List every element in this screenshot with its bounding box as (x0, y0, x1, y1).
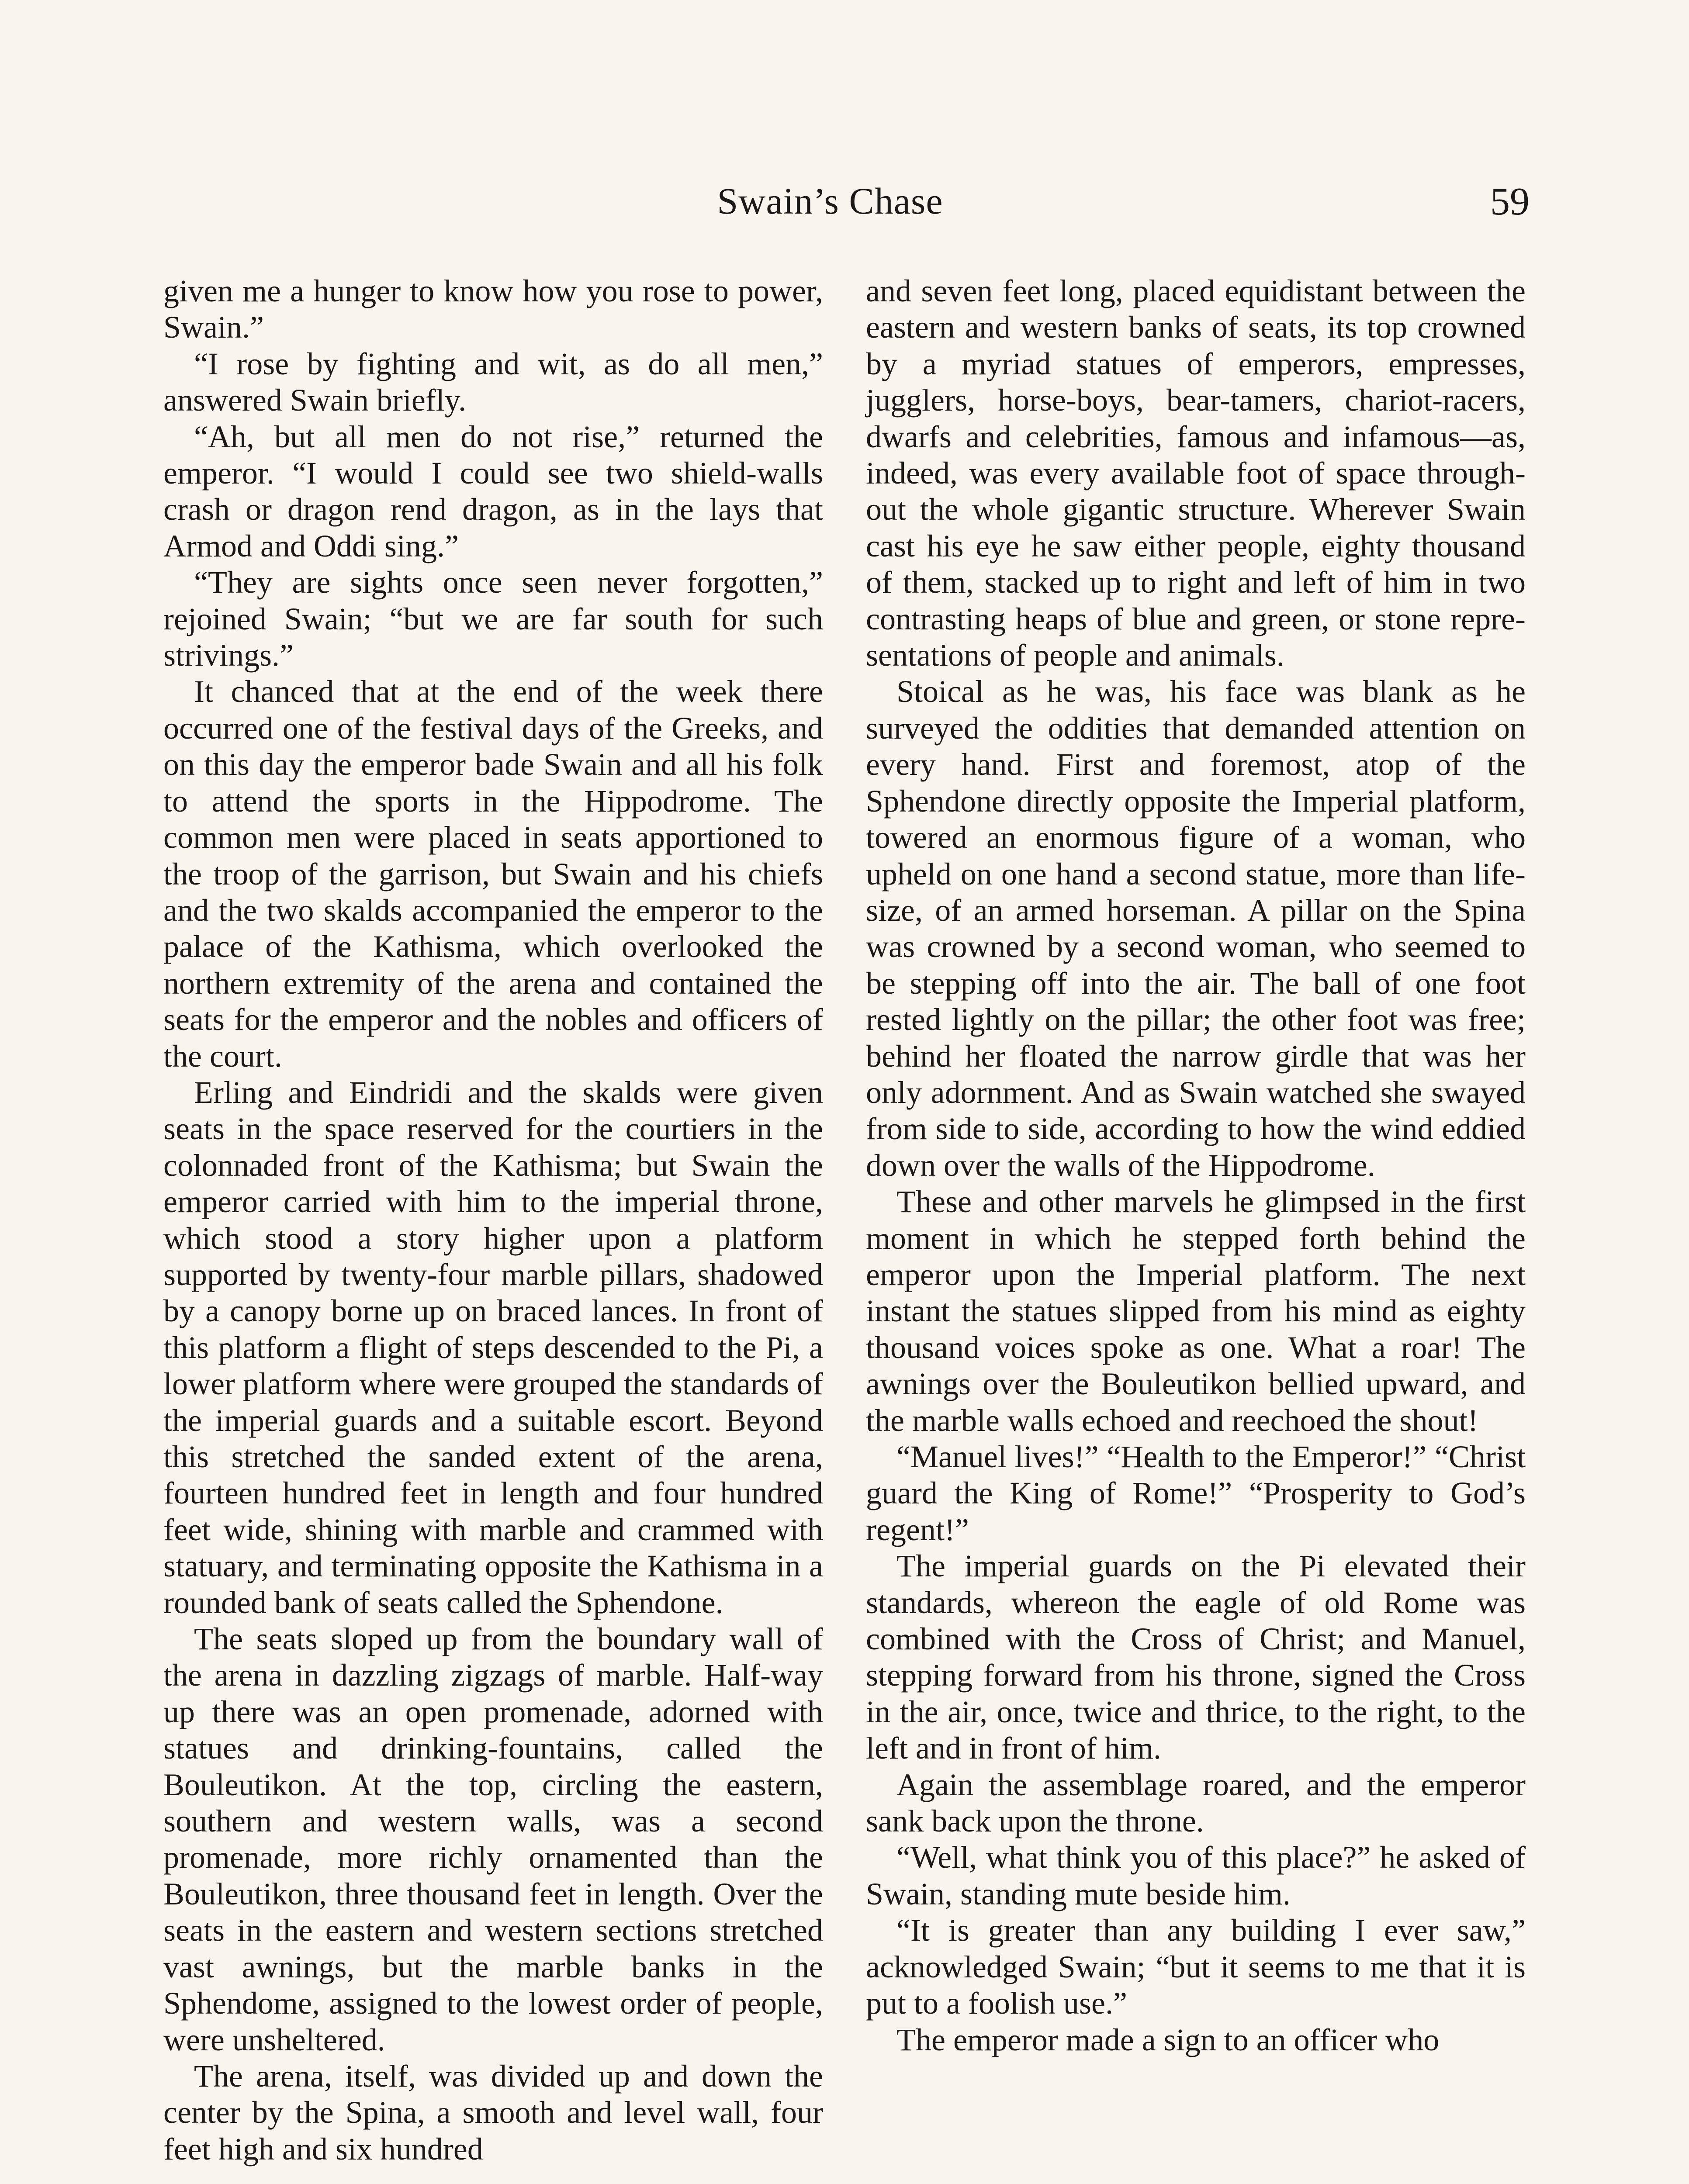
paragraph: “Well, what think you of this place?” he asked of Swain, standing mute beside him. (866, 1840, 1526, 1911)
paragraph: and seven feet long, placed equidistant between the eastern and western banks of seats, its top crowned by a myriad statues of emperors, empresses, jugglers, horse-boys, bear-tamers, chariot-racers, dwarfs and celebrities, famous and infamous—as, indeed, was every available foot of space throughout the whole gigantic structure. Wherever Swain cast his eye he saw either people, eighty thousand of them, stacked up to right and left of him in two contrasting heaps of blue and green, or stone representations of people and animals. (866, 273, 1526, 673)
text-column-right (866, 273, 1526, 2184)
running-title: Swain’s Chase (717, 180, 943, 222)
page-number: 59 (1490, 180, 1530, 223)
paragraph: “It is greater than any building I ever saw,” acknowledged Swain; “but it seems to me that it is put to a foolish use.” (866, 1913, 1526, 2021)
paragraph: The imperial guards on the Pi elevated their standards, whereon the eagle of old Rome was combined with the Cross of Christ; and Manuel, stepping forward from his throne, signed the Cross in the air, once, twice and thrice, to the right, to the left and in front of him. (866, 1548, 1526, 1766)
paragraph: “I rose by fighting and wit, as do all men,” answered Swain briefly. (163, 346, 823, 418)
running-head (0, 179, 1689, 232)
paragraph: given me a hunger to know how you rose to power, Swain.” (163, 273, 823, 345)
paragraph: “Manuel lives!” “Health to the Emperor!” “Christ guard the King of Rome!” “Prosperity to God’s regent!” (866, 1439, 1526, 1547)
paragraph: The emperor made a sign to an officer who (896, 2022, 1440, 2057)
paragraph: The seats sloped up from the boundary wall of the arena in dazzling zigzags of marble. Half-way up there was an open promenade, adorned with statues and drinking-fountains, called the Bouleutikon. At the top, circling the eastern, southern and western walls, was a second promenade, more richly ornamented than the Bouleutikon, three thousand feet in length. Over the seats in the eastern and western sections stretched vast awnings, but the marble banks in the Sphendome, assigned to the lowest order of people, were unsheltered. (163, 1621, 823, 2057)
paragraph: “They are sights once seen never forgotten,” rejoined Swain; “but we are far south for such strivings.” (163, 565, 823, 673)
paragraph: Erling and Eindridi and the skalds were given seats in the space reserved for the courtiers in the colonnaded front of the Kathisma; but Swain the emperor carried with him to the imperial throne, which stood a story higher upon a platform supported by twenty-four marble pillars, shadowed by a canopy borne up on braced lances. In front of this platform a flight of steps descended to the Pi, a lower platform where were grouped the standards of the imperial guards and a suitable escort. Beyond this stretched the sanded extent of the arena, fourteen hundred feet in length and four hundred feet wide, shining with marble and crammed with statuary, and terminating opposite the Kathisma in a rounded bank of seats called the Sphendone. (163, 1075, 823, 1620)
paragraph: It chanced that at the end of the week there occurred one of the festival days of the Greeks, and on this day the emperor bade Swain and all his folk to attend the sports in the Hippodrome. The common men were placed in seats apportioned to the troop of the garrison, but Swain and his chiefs and the two skalds accompanied the emperor to the palace of the Kathisma, which overlooked the northern extremity of the arena and contained the seats for the emperor and the nobles and officers of the court. (163, 674, 823, 1074)
paragraph: The arena, itself, was divided up and down the center by the Spina, a smooth and level wall, four feet high and six hundred (163, 2058, 823, 2167)
paragraph: “Ah, but all men do not rise,” returned the emperor. “I would I could see two shield-walls crash or dragon rend dragon, as in the lays that Armod and Oddi sing.” (163, 419, 823, 563)
paragraph: Again the assemblage roared, and the emperor sank back upon the throne. (866, 1767, 1526, 1839)
text-column-left (163, 273, 823, 2184)
paragraph: Stoical as he was, his face was blank as he surveyed the oddities that demanded attention on every hand. First and foremost, atop of the Sphendone directly opposite the Imperial platform, towered an enormous figure of a woman, who upheld on one hand a second statue, more than lifesize, of an armed horseman. A pillar on the Spina was crowned by a second woman, who seemed to be stepping off into the air. The ball of one foot rested lightly on the pillar; the other foot was free; behind her floated the narrow girdle that was her only adornment. And as Swain watched she swayed from side to side, according to how the wind eddied down over the walls of the Hippodrome. (866, 674, 1526, 1183)
paragraph: These and other marvels he glimpsed in the first moment in which he stepped forth behind the emperor upon the Imperial platform. The next instant the statues slipped from his mind as eighty thousand voices spoke as one. What a roar! The awnings over the Bouleutikon bellied upward, and the marble walls echoed and reechoed the shout! (866, 1184, 1526, 1438)
